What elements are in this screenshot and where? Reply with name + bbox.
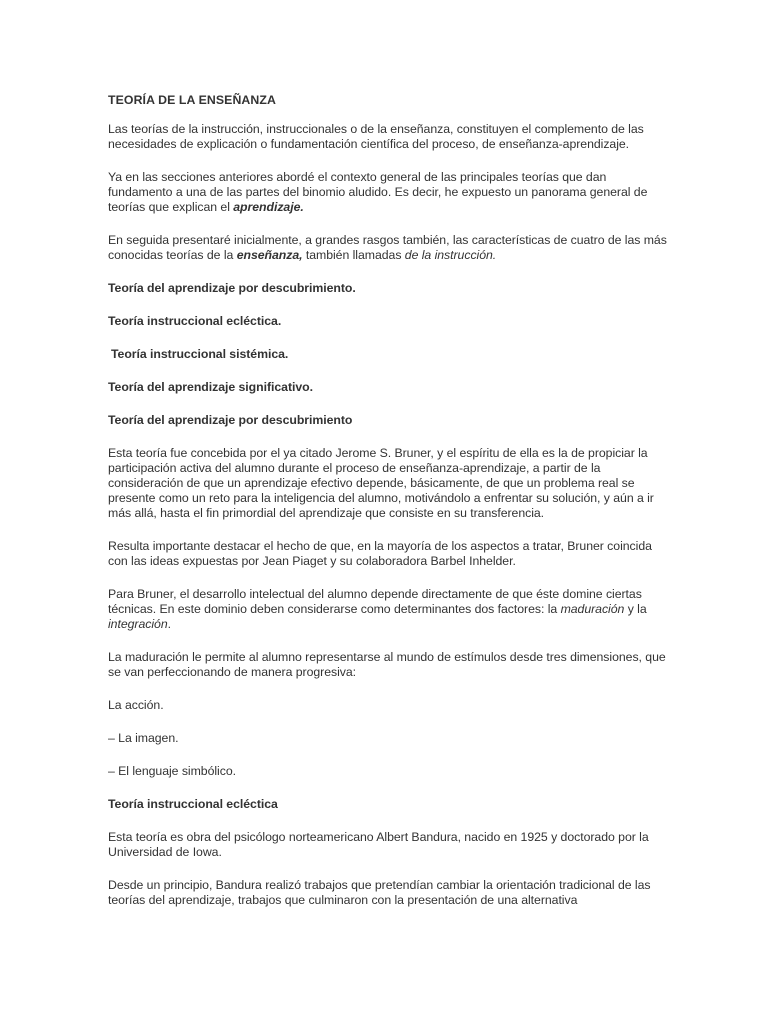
paragraph-piaget: Resulta importante destacar el hecho de que, en la mayoría de los aspectos a tratar, Bruner coincida con las ideas expuestas por Jean Piaget y su colaboradora Barbel Inhelder. xyxy=(108,539,652,568)
paragraph-factors-text-a: Para Bruner, el desarrollo intelectual del alumno depende directamente de que éste domine ciertas técnicas. En este dominio deben considerarse como determinantes dos factores: la xyxy=(108,587,642,616)
theory-list-item-systemic: Teoría instruccional sistémica. xyxy=(111,347,289,361)
italic-integracion: integración xyxy=(108,617,168,631)
paragraph-bandura: Esta teoría es obra del psicólogo norteamericano Albert Bandura, nacido en 1925 y doctorado por la Universidad de Iowa. xyxy=(108,830,649,859)
section-heading-eclectic: Teoría instruccional ecléctica xyxy=(108,797,278,811)
emphasis-aprendizaje: aprendizaje. xyxy=(233,200,304,214)
theory-list-item-meaningful: Teoría del aprendizaje significativo. xyxy=(108,380,313,394)
paragraph-factors-text-c: . xyxy=(167,617,171,631)
paragraph-maduracion: La maduración le permite al alumno representarse al mundo de estímulos desde tres dimensiones, que se van perfeccionando de manera progresiva: xyxy=(108,650,666,679)
emphasis-ensenanza: enseñanza, xyxy=(236,248,303,262)
paragraph-bandura-work: Desde un principio, Bandura realizó trabajos que pretendían cambiar la orientación tradicional de las teorías del aprendizaje, trabajos que culminaron con la presentación de una alternativa xyxy=(108,878,651,907)
paragraph-factors xyxy=(108,587,668,632)
paragraph-factors-text-b: y la xyxy=(624,602,647,616)
document-body xyxy=(108,93,668,926)
theory-list-item-discovery: Teoría del aprendizaje por descubrimiento. xyxy=(108,281,356,295)
dimension-imagen: – La imagen. xyxy=(108,731,179,745)
theory-list-item-eclectic: Teoría instruccional ecléctica. xyxy=(108,314,282,328)
section-heading-discovery: Teoría del aprendizaje por descubrimiento xyxy=(108,413,353,427)
paragraph-presentation xyxy=(108,233,668,263)
paragraph-intro: Las teorías de la instrucción, instruccionales o de la enseñanza, constituyen el complemento de las necesidades de explicación o fundamentación científica del proceso, de enseñanza-aprendizaje. xyxy=(108,122,644,151)
paragraph-context-text: Ya en las secciones anteriores abordé el contexto general de las principales teorías que dan fundamento a una de las partes del binomio aludido. Es decir, he expuesto un panorama general de teorías que explican el xyxy=(108,170,648,214)
document-title: TEORÍA DE LA ENSEÑANZA xyxy=(108,93,276,107)
paragraph-presentation-text-b: también llamadas xyxy=(302,248,405,262)
paragraph-bruner-theory: Esta teoría fue concebida por el ya citado Jerome S. Bruner, y el espíritu de ella es la de propiciar la participación activa del alumno durante el proceso de enseñanza-aprendizaje, a partir de la consideración de que un aprendizaje efectivo depende, básicamente, de que un problema real se presente como un reto para la inteligencia del alumno, motivándolo a enfrentar su solución, y aún a ir más allá, hasta el fin primordial del aprendizaje que consiste en su transferencia. xyxy=(108,446,654,520)
dimension-accion: La acción. xyxy=(108,698,164,712)
paragraph-context xyxy=(108,170,668,215)
paragraph-presentation-text-a: En seguida presentaré inicialmente, a grandes rasgos también, las características de cuatro de las más conocidas teorías de la xyxy=(108,233,667,262)
italic-maduracion: maduración xyxy=(560,602,625,616)
dimension-lenguaje: – El lenguaje simbólico. xyxy=(108,764,236,778)
italic-de-la-instruccion: de la instrucción. xyxy=(404,248,497,262)
